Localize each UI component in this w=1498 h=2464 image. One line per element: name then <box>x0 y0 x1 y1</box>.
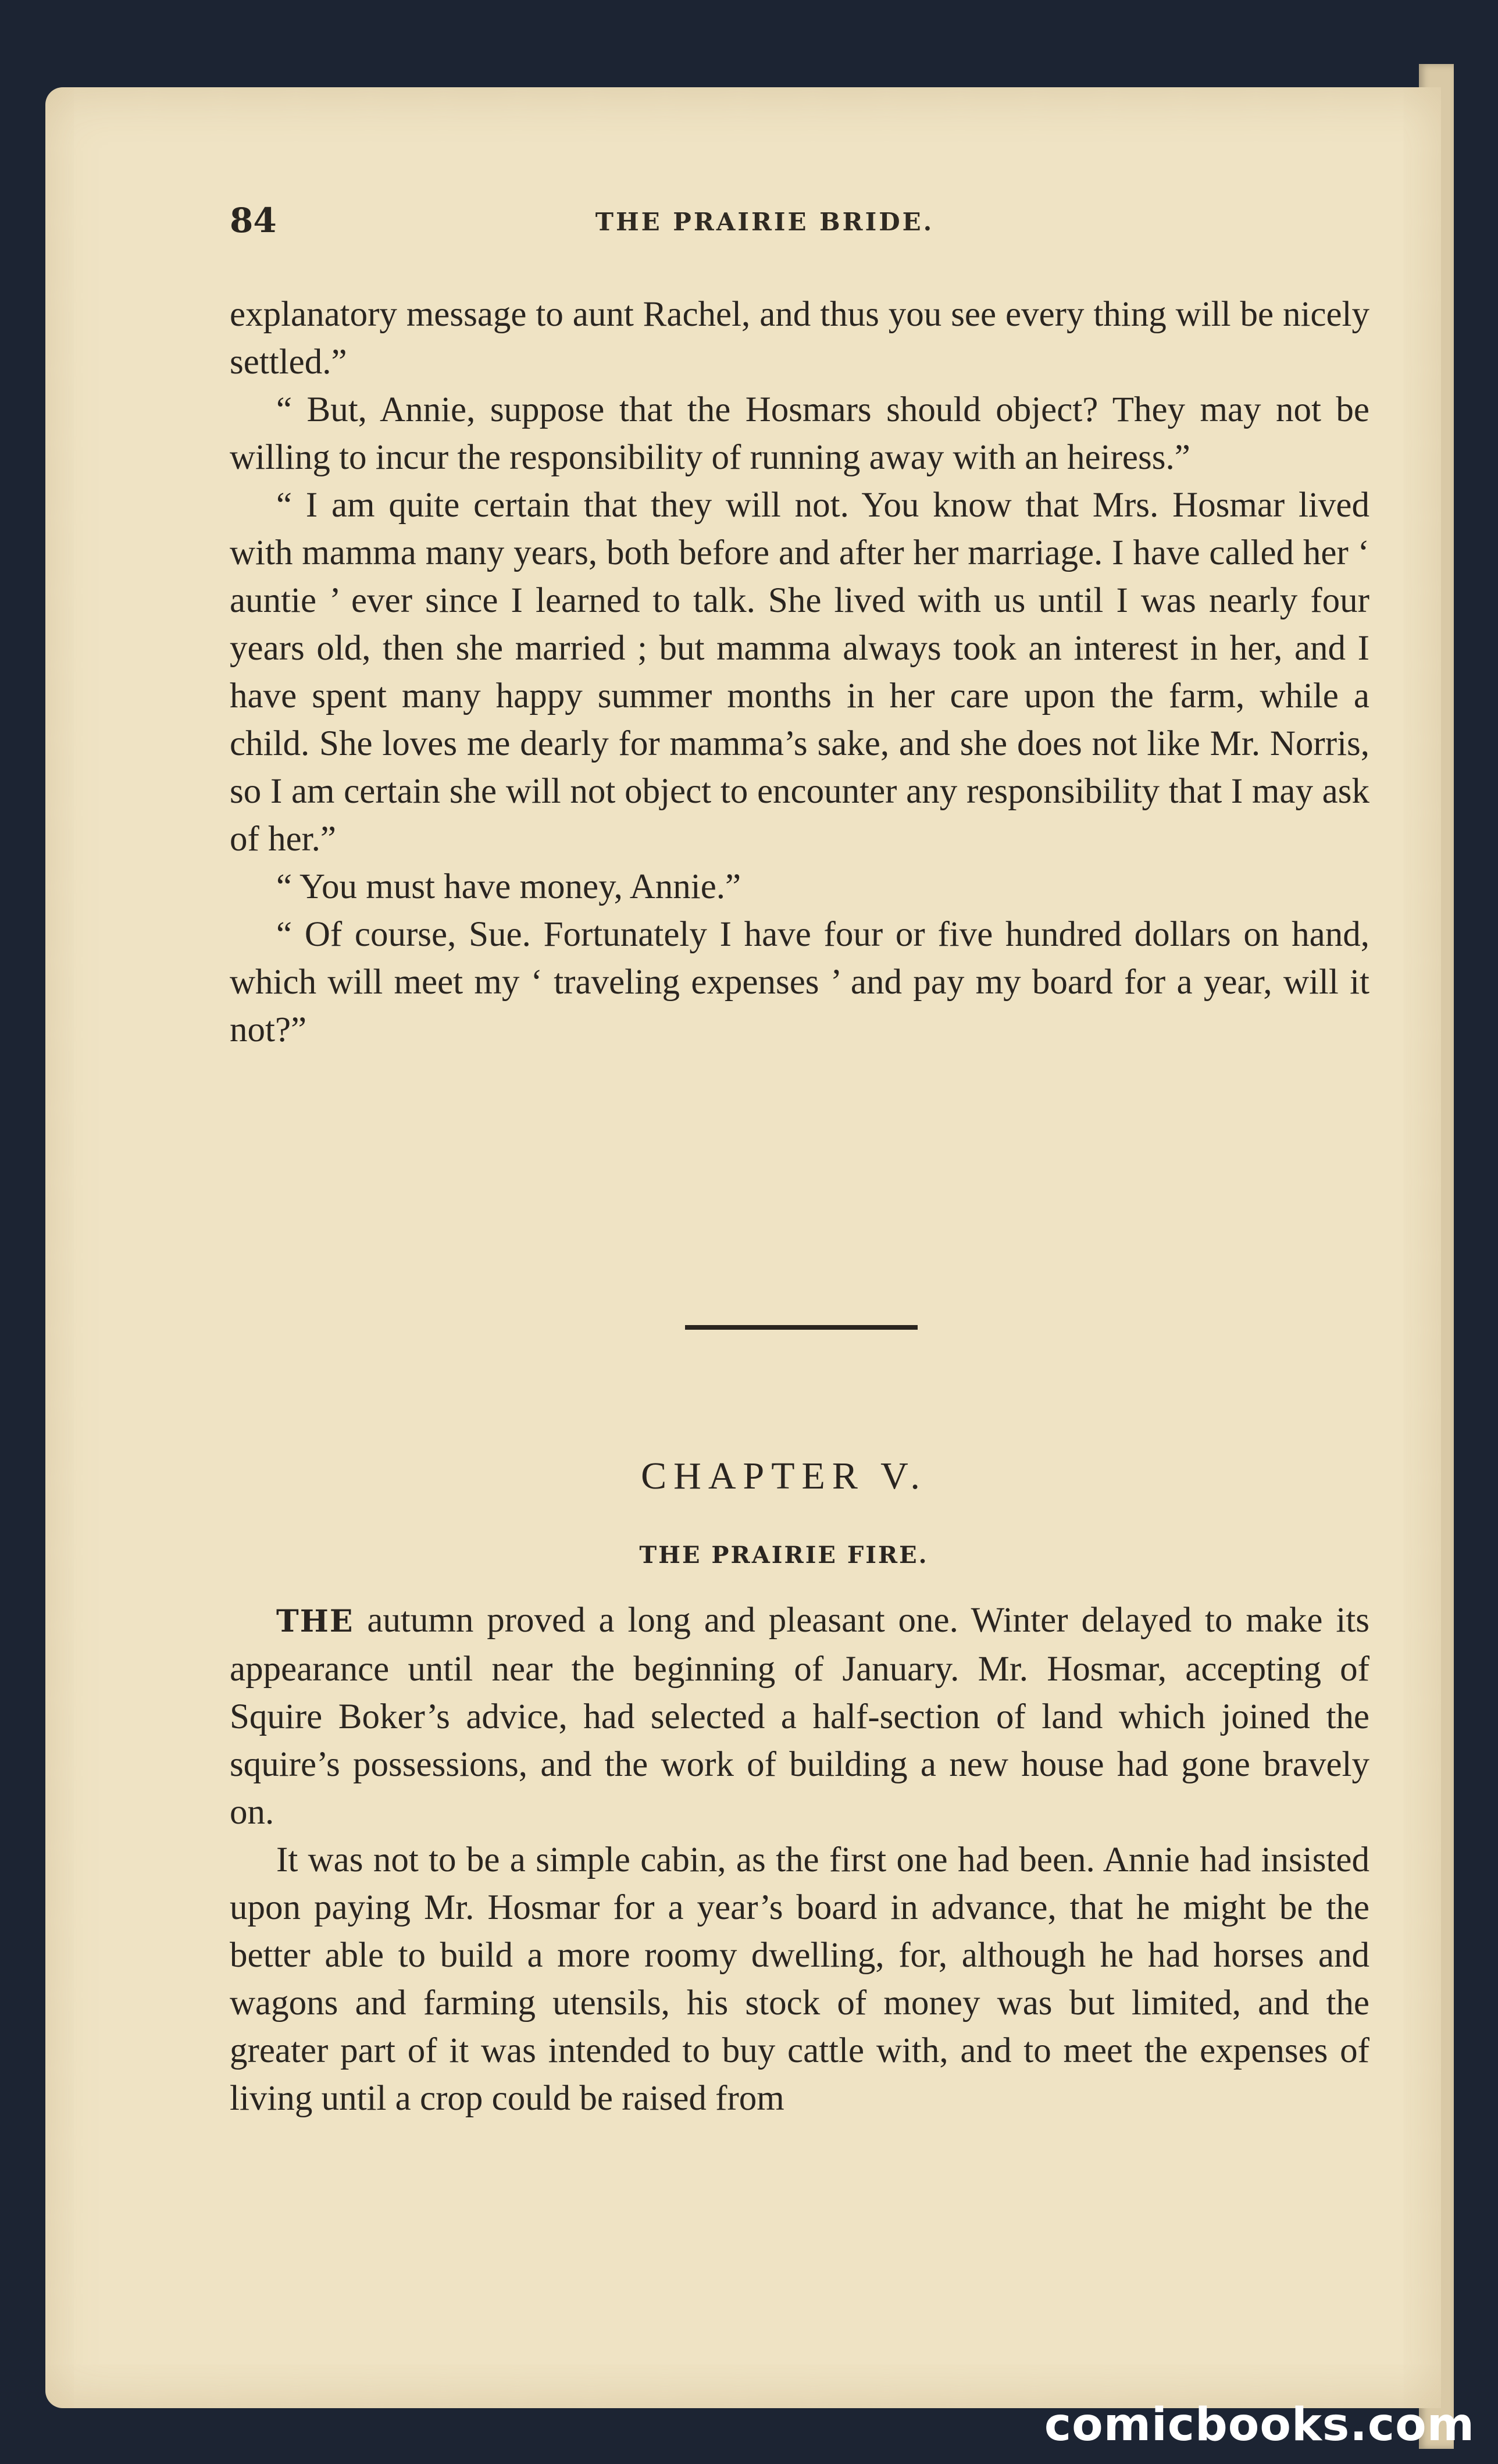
chapter-text <box>230 1597 1369 2123</box>
paragraph-text: autumn proved a long and pleasant one. Winter delayed to make its appearance until near the beginning of January. Mr. Hosmar, accepting of Squire Boker’s advice, had selected a half-section of land which joined the squire’s possessions, and the work of building a new house had gone bravely on. <box>230 1601 1369 1832</box>
paragraph: “ I am quite certain that they will not. You know that Mrs. Hosmar lived with mamma many years, both before and after her marriage. I have called her ‘ auntie ’ ever since I learned to talk. She lived with us until I was nearly four years old, then she married ; but mamma always took an interest in her, and I have spent many happy summer months in her care upon the farm, while a child. She loves me dearly for mamma’s sake, and she does not like Mr. Norris, so I am certain she will not object to encounter any responsibility that I may ask of her.” <box>230 486 1369 859</box>
paragraph: “ You must have money, Annie.” <box>276 867 741 906</box>
page-number: 84 <box>230 201 277 240</box>
paragraph: “ But, Annie, suppose that the Hosmars should object? They may not be willing to incur the responsibility of running away with an heiress.” <box>230 390 1369 477</box>
watermark: comicbooks.com <box>1044 2399 1475 2451</box>
chapter-title: CHAPTER V. <box>641 1455 927 1497</box>
section-divider <box>685 1325 918 1330</box>
chapter-subtitle: THE PRAIRIE FIRE. <box>639 1541 929 1569</box>
running-head: THE PRAIRIE BRIDE. <box>595 208 935 236</box>
paragraph: It was not to be a simple cabin, as the first one had been. Annie had insisted upon paying Mr. Hosmar for a year’s board in advance, that he might be the better able to build a more roomy dwelling, for, although he had horses and wagons and farming utensils, his stock of money was but limited, and the greater part of it was intended to buy cattle with, and to meet the expenses of living until a crop could be raised from <box>230 1840 1369 2118</box>
paragraph <box>230 1597 1369 1836</box>
paragraph: explanatory message to aunt Rachel, and thus you see every thing will be nicely settled.” <box>230 295 1369 382</box>
body-text <box>230 291 1369 1054</box>
paragraph: “ Of course, Sue. Fortunately I have four or five hundred dollars on hand, which will meet my ‘ traveling expenses ’ and pay my board for a year, will it not?” <box>230 915 1369 1049</box>
drop-word: THE <box>276 1604 354 1639</box>
page-header <box>180 201 1349 253</box>
